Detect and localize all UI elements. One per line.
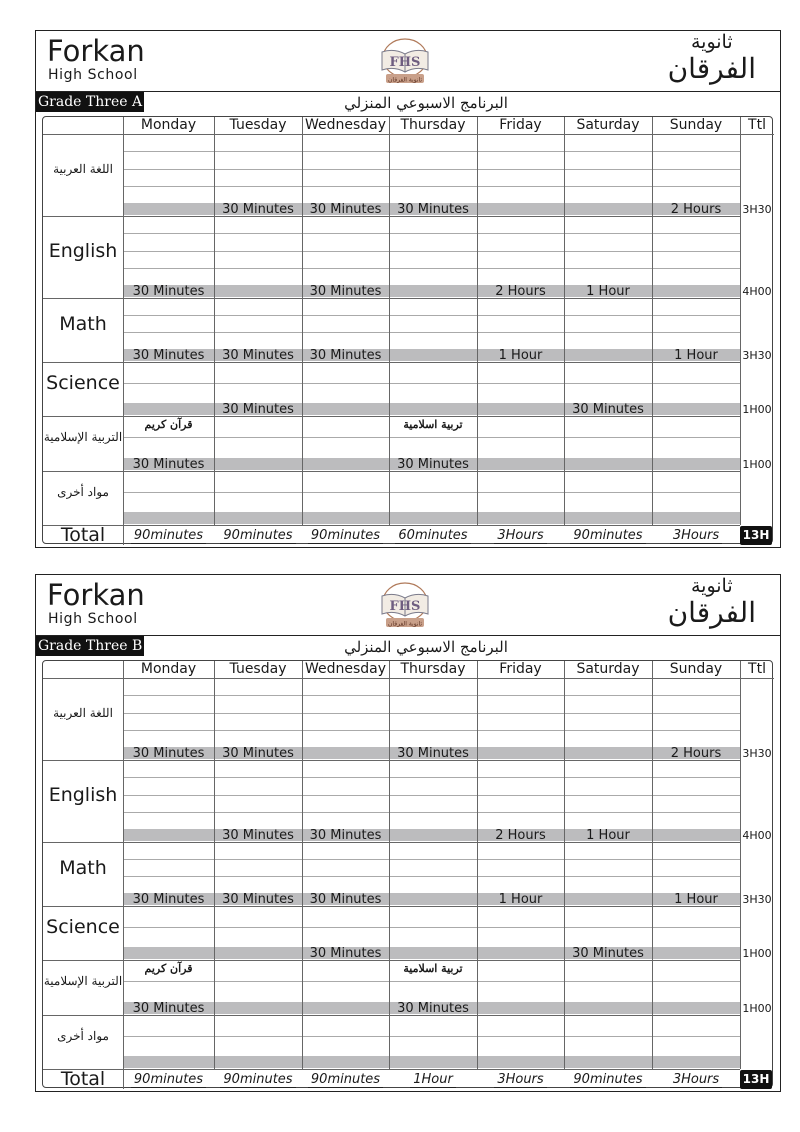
writing-line: [123, 437, 740, 438]
day-total-sunday: [652, 1072, 740, 1087]
subject-total: 1H00: [742, 947, 772, 960]
header-day-sunday: Sunday: [669, 117, 723, 133]
day-total-value: 3Hours: [494, 1072, 546, 1088]
section-rule: [43, 760, 740, 761]
subject-label: مواد أخرى: [57, 1028, 109, 1043]
header-day-saturday: Saturday: [576, 117, 640, 133]
plan-title: البرنامج الاسبوعي المنزلي: [344, 94, 508, 112]
header-day-wednesday: Wednesday: [304, 661, 387, 677]
subject-time-wednesday: 30 Minutes: [309, 348, 382, 363]
column-rule: [477, 117, 478, 525]
school-name: Forkan: [47, 34, 145, 68]
cell-note: تربية اسلامية: [403, 418, 463, 431]
school-brand: [47, 34, 145, 83]
cell-note: قرآن كريم: [144, 962, 193, 975]
day-total-friday: [477, 528, 564, 543]
day-total-value: 3Hours: [670, 528, 722, 544]
column-rule: [564, 117, 565, 525]
subject-total: 1H00: [742, 403, 772, 416]
day-total-value: 90minutes: [131, 528, 206, 544]
section-rule: [43, 416, 740, 417]
header-day-monday: Monday: [140, 117, 197, 133]
writing-line: [123, 859, 740, 860]
school-subtitle: High School: [48, 67, 138, 83]
subject-time-thursday: 30 Minutes: [397, 746, 469, 761]
day-total-value: 1Hour: [410, 1072, 456, 1088]
day-total-monday: [123, 1072, 214, 1087]
header-day-tuesday: Tuesday: [229, 117, 287, 133]
day-total-value: 90minutes: [220, 528, 295, 544]
writing-line: [123, 795, 740, 796]
day-total-value: 3Hours: [670, 1072, 722, 1088]
subject-time-tuesday: 30 Minutes: [222, 202, 294, 217]
writing-line: [123, 777, 740, 778]
section-rule: [43, 216, 740, 217]
subject-time-friday: 2 Hours: [495, 284, 546, 299]
column-rule: [740, 117, 741, 525]
header-day-friday: Friday: [499, 661, 542, 677]
day-total-value: 90minutes: [570, 1072, 645, 1088]
subject-time-sunday: 1 Hour: [674, 892, 718, 907]
header-day-saturday: Saturday: [576, 661, 640, 677]
section-rule: [43, 362, 740, 363]
subject-time-saturday: 1 Hour: [586, 284, 630, 299]
header-day-friday: Friday: [499, 117, 542, 133]
subject-time-wednesday: 30 Minutes: [309, 892, 382, 907]
subject-label: التربية الإسلامية: [43, 430, 123, 444]
school-name-arabic: [668, 31, 756, 85]
subject-time-thursday: 30 Minutes: [397, 202, 469, 217]
cell-note: تربية اسلامية: [403, 962, 463, 975]
column-rule: [477, 661, 478, 1069]
day-total-monday: [123, 528, 214, 543]
school-name-ar-small: ثانوية: [690, 31, 733, 53]
writing-line: [123, 315, 740, 316]
schedule-grid: [42, 116, 773, 544]
header-ttl: Ttl: [748, 661, 766, 677]
writing-line: [123, 186, 740, 187]
subject-time-band: [123, 512, 740, 524]
day-total-value: 90minutes: [131, 1072, 206, 1088]
grand-total-badge: 13H: [740, 526, 772, 545]
grade-label: Grade Three B: [38, 638, 143, 654]
day-total-value: 90minutes: [220, 1072, 295, 1088]
writing-line: [123, 1036, 740, 1037]
section-rule: [43, 842, 740, 843]
subject-time-tuesday: 30 Minutes: [222, 348, 294, 363]
column-rule: [214, 117, 215, 525]
subject-time-saturday: 30 Minutes: [572, 402, 644, 417]
subject-time-monday: 30 Minutes: [132, 348, 205, 363]
writing-line: [123, 383, 740, 384]
subject-time-monday: 30 Minutes: [132, 746, 205, 761]
column-rule: [564, 661, 565, 1069]
subject-time-thursday: 30 Minutes: [397, 457, 469, 472]
section-rule: [43, 525, 740, 526]
section-rule: [43, 906, 740, 907]
subject-label: Science: [46, 915, 120, 938]
schedule-grid: [42, 660, 773, 1088]
column-rule: [302, 117, 303, 525]
subject-total: 1H00: [742, 458, 772, 471]
column-rule: [389, 117, 390, 525]
writing-line: [123, 981, 740, 982]
header-day-wednesday: Wednesday: [304, 117, 387, 133]
writing-line: [123, 169, 740, 170]
day-total-value: 90minutes: [308, 528, 383, 544]
day-total-tuesday: [214, 528, 302, 543]
header-rule: [43, 134, 774, 135]
writing-line: [123, 251, 740, 252]
day-total-sunday: [652, 528, 740, 543]
subject-label: Science: [46, 371, 120, 394]
header-day-tuesday: Tuesday: [229, 661, 287, 677]
school-logo-icon: [374, 36, 436, 86]
grade-label: Grade Three A: [38, 94, 143, 110]
writing-line: [123, 876, 740, 877]
writing-line: [123, 812, 740, 813]
writing-line: [123, 695, 740, 696]
writing-line: [123, 233, 740, 234]
day-total-thursday: [389, 1072, 477, 1087]
day-total-value: 3Hours: [494, 528, 546, 544]
subject-time-band: [123, 1056, 740, 1068]
school-subtitle: High School: [48, 611, 138, 627]
day-total-tuesday: [214, 1072, 302, 1087]
subject-total: 4H00: [742, 285, 772, 298]
school-name: Forkan: [47, 578, 145, 612]
subject-time-tuesday: 30 Minutes: [222, 892, 294, 907]
day-total-friday: [477, 1072, 564, 1087]
logo-subtext: ثانوية الفرقان: [387, 620, 423, 628]
total-label: Total: [60, 524, 106, 546]
writing-line: [123, 713, 740, 714]
subject-time-tuesday: 30 Minutes: [222, 746, 294, 761]
subject-time-sunday: 2 Hours: [670, 746, 722, 761]
subject-time-saturday: 1 Hour: [586, 828, 630, 843]
header-rule: [43, 678, 774, 679]
writing-line: [123, 492, 740, 493]
school-brand: [47, 578, 145, 627]
day-total-wednesday: [302, 528, 389, 543]
subject-time-tuesday: 30 Minutes: [222, 402, 294, 417]
school-name-arabic: [668, 575, 756, 629]
header-day-sunday: Sunday: [669, 661, 723, 677]
school-name-ar: الفرقان: [667, 596, 756, 629]
column-rule: [123, 117, 124, 545]
subject-time-monday: 30 Minutes: [132, 892, 205, 907]
subject-label: Math: [59, 856, 107, 879]
subject-time-thursday: 30 Minutes: [397, 1001, 469, 1016]
section-rule: [43, 1015, 740, 1016]
day-total-wednesday: [302, 1072, 389, 1087]
cell-note: قرآن كريم: [144, 418, 193, 431]
writing-line: [123, 332, 740, 333]
writing-line: [123, 268, 740, 269]
subject-time-sunday: 1 Hour: [674, 348, 718, 363]
header-ttl: Ttl: [748, 117, 766, 133]
column-rule: [214, 661, 215, 1069]
subject-time-wednesday: 30 Minutes: [309, 284, 382, 299]
subject-time-friday: 1 Hour: [498, 348, 543, 363]
column-rule: [740, 661, 741, 1069]
subject-time-friday: 2 Hours: [495, 828, 546, 843]
subject-label: English: [48, 783, 118, 806]
section-rule: [43, 298, 740, 299]
subject-total: 3H30: [742, 203, 772, 216]
subject-total: 3H30: [742, 893, 772, 906]
logo-text: FHS: [389, 55, 421, 70]
day-total-value: 60minutes: [395, 528, 470, 544]
subject-time-wednesday: 30 Minutes: [309, 202, 382, 217]
subject-label: اللغة العربية: [53, 161, 113, 176]
column-rule: [652, 117, 653, 525]
day-total-value: 90minutes: [570, 528, 645, 544]
subject-time-monday: 30 Minutes: [132, 1001, 205, 1016]
subject-total: 1H00: [742, 1002, 772, 1015]
subject-time-friday: 1 Hour: [498, 892, 543, 907]
plan-title: البرنامج الاسبوعي المنزلي: [344, 638, 508, 656]
subject-time-sunday: 2 Hours: [670, 202, 722, 217]
total-label: Total: [60, 1068, 106, 1090]
day-total-value: 90minutes: [308, 1072, 383, 1088]
school-name-ar-small: ثانوية: [690, 575, 733, 597]
subject-label: مواد أخرى: [57, 484, 109, 499]
column-rule: [389, 661, 390, 1069]
day-total-saturday: [564, 1072, 652, 1087]
school-logo-icon: [374, 580, 436, 630]
header-day-thursday: Thursday: [400, 661, 466, 677]
school-name-ar: الفرقان: [667, 52, 756, 85]
logo-subtext: ثانوية الفرقان: [387, 76, 423, 84]
subject-total: 3H30: [742, 349, 772, 362]
subject-label: اللغة العربية: [53, 705, 113, 720]
subject-total: 3H30: [742, 747, 772, 760]
grand-total-badge: 13H: [740, 1070, 772, 1089]
column-rule: [652, 661, 653, 1069]
subject-label: Math: [59, 312, 107, 335]
subject-time-tuesday: 30 Minutes: [222, 828, 294, 843]
subject-total: 4H00: [742, 829, 772, 842]
schedule-sheet-a: [35, 30, 781, 548]
column-rule: [123, 661, 124, 1089]
header-day-thursday: Thursday: [400, 117, 466, 133]
subject-label: English: [48, 239, 118, 262]
section-rule: [43, 1069, 740, 1070]
writing-line: [123, 730, 740, 731]
header-day-monday: Monday: [140, 661, 197, 677]
writing-line: [123, 151, 740, 152]
subject-label: التربية الإسلامية: [43, 974, 123, 988]
section-rule: [43, 471, 740, 472]
schedule-sheet-b: [35, 574, 781, 1092]
day-total-thursday: [389, 528, 477, 543]
writing-line: [123, 927, 740, 928]
logo-text: FHS: [389, 599, 421, 614]
subject-time-wednesday: 30 Minutes: [309, 946, 382, 961]
subject-time-monday: 30 Minutes: [132, 284, 205, 299]
subject-time-wednesday: 30 Minutes: [309, 828, 382, 843]
column-rule: [302, 661, 303, 1069]
section-rule: [43, 960, 740, 961]
day-total-saturday: [564, 528, 652, 543]
subject-time-monday: 30 Minutes: [132, 457, 205, 472]
subject-time-saturday: 30 Minutes: [572, 946, 644, 961]
